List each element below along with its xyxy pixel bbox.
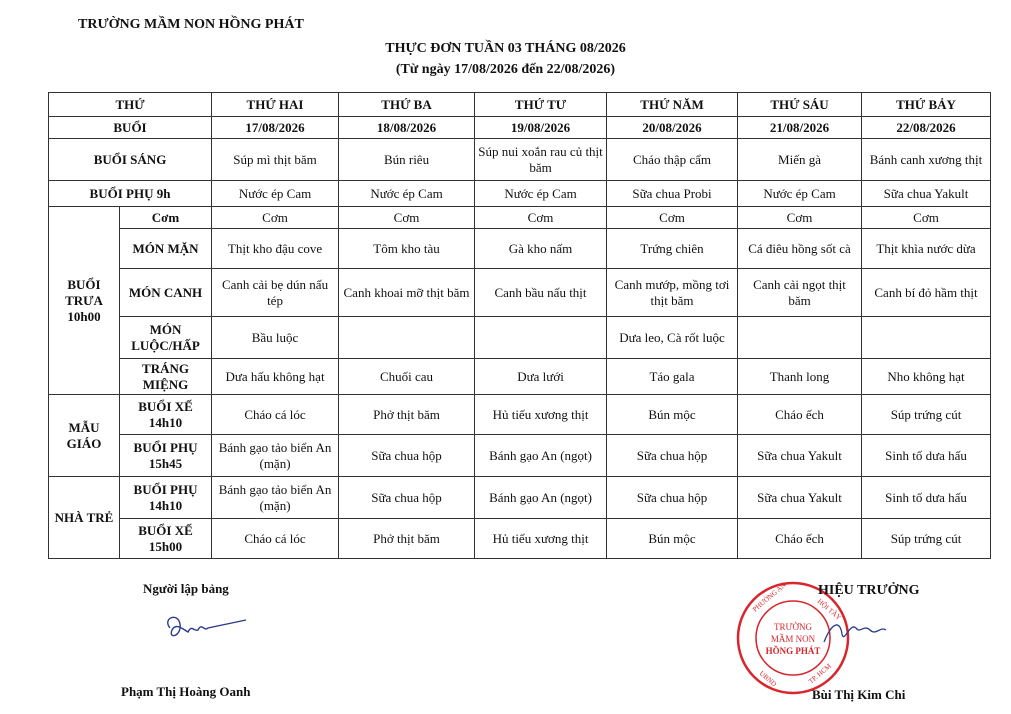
menu-cell: Cá điêu hồng sốt cà	[738, 229, 862, 269]
day-name: THỨ BẢY	[862, 93, 991, 117]
menu-cell: Cơm	[862, 207, 991, 229]
table-row	[49, 269, 991, 317]
menu-cell: Bánh gạo An (ngọt)	[475, 435, 607, 477]
menu-cell: Canh khoai mỡ thịt băm	[339, 269, 475, 317]
menu-cell	[738, 317, 862, 359]
menu-cell: Cháo ếch	[738, 519, 862, 559]
menu-cell: Tôm kho tàu	[339, 229, 475, 269]
svg-text:HỘI TÂY: HỘI TÂY	[815, 597, 843, 622]
principal-label: HIỆU TRƯỞNG	[818, 583, 920, 598]
table-row	[49, 519, 991, 559]
menu-cell: Dưa hấu không hạt	[212, 359, 339, 395]
menu-cell: Bánh gạo An (ngọt)	[475, 477, 607, 519]
menu-cell: Cơm	[738, 207, 862, 229]
menu-cell: Hủ tiếu xương thịt	[475, 395, 607, 435]
menu-cell: Cháo thập cẩm	[607, 139, 738, 181]
menu-cell: Súp trứng cút	[862, 395, 991, 435]
menu-cell: Nước ép Cam	[212, 181, 339, 207]
table-row	[49, 229, 991, 269]
menu-cell: Miến gà	[738, 139, 862, 181]
menu-cell: Bún mộc	[607, 395, 738, 435]
table-row	[49, 207, 991, 229]
menu-cell: Súp mì thịt băm	[212, 139, 339, 181]
day-name: THỨ TƯ	[475, 93, 607, 117]
dish-type-trang-mieng: TRÁNG MIỆNG	[120, 359, 212, 395]
menu-cell: Thịt khìa nước dừa	[862, 229, 991, 269]
preparer-signature	[160, 608, 250, 648]
table-row	[49, 435, 991, 477]
svg-text:PHƯỜNG AN: PHƯỜNG AN	[751, 581, 788, 614]
day-name: THỨ BA	[339, 93, 475, 117]
menu-cell: Súp trứng cút	[862, 519, 991, 559]
dish-type-luoc: MÓN LUỘC/HẤP	[120, 317, 212, 359]
group-label-nha-tre: NHÀ TRẺ	[49, 477, 120, 559]
menu-cell: Súp nui xoắn rau củ thịt băm	[475, 139, 607, 181]
day-date: 19/08/2026	[475, 117, 607, 139]
school-name: TRƯỜNG MẦM NON HỒNG PHÁT	[78, 17, 304, 32]
menu-cell	[862, 317, 991, 359]
svg-text:TP. HCM: TP. HCM	[807, 662, 833, 686]
menu-cell: Hủ tiếu xương thịt	[475, 519, 607, 559]
dish-type-com: Cơm	[120, 207, 212, 229]
menu-cell	[339, 317, 475, 359]
menu-cell: Canh cải ngọt thịt băm	[738, 269, 862, 317]
menu-cell: Phở thịt băm	[339, 395, 475, 435]
menu-cell: Sinh tố dưa hấu	[862, 435, 991, 477]
menu-cell: Bầu luộc	[212, 317, 339, 359]
table-row	[49, 317, 991, 359]
table-row	[49, 181, 991, 207]
menu-cell: Sữa chua hộp	[607, 477, 738, 519]
buoi-header: BUỔI	[49, 117, 212, 139]
menu-cell: Cơm	[475, 207, 607, 229]
day-name-row	[49, 93, 991, 117]
menu-cell: Sinh tố dưa hấu	[862, 477, 991, 519]
meal-label-trua: BUỔI TRƯA 10h00	[49, 207, 120, 395]
meal-label-sang: BUỔI SÁNG	[49, 139, 212, 181]
svg-text:TRƯỜNG: TRƯỜNG	[774, 622, 812, 632]
menu-cell: Sữa chua hộp	[607, 435, 738, 477]
menu-title: THỰC ĐƠN TUẦN 03 THÁNG 08/2026	[385, 41, 626, 56]
menu-cell: Nước ép Cam	[339, 181, 475, 207]
table-row	[49, 477, 991, 519]
menu-cell: Bánh gạo tảo biển An (mặn)	[212, 435, 339, 477]
menu-cell: Gà kho nấm	[475, 229, 607, 269]
menu-cell: Bánh canh xương thịt	[862, 139, 991, 181]
table-row	[49, 139, 991, 181]
date-row	[49, 117, 991, 139]
menu-cell: Bún mộc	[607, 519, 738, 559]
menu-cell: Nước ép Cam	[738, 181, 862, 207]
day-name: THỨ HAI	[212, 93, 339, 117]
session-label: BUỔI XẾ 14h10	[120, 395, 212, 435]
menu-cell: Thịt kho đậu cove	[212, 229, 339, 269]
menu-cell: Canh cải bẹ dún nấu tép	[212, 269, 339, 317]
session-label: BUỔI XẾ 15h00	[120, 519, 212, 559]
menu-cell: Bánh gạo tảo biển An (mặn)	[212, 477, 339, 519]
weekly-menu-table	[48, 92, 991, 559]
menu-cell: Trứng chiên	[607, 229, 738, 269]
menu-cell: Sữa chua hộp	[339, 477, 475, 519]
menu-cell: Nho không hạt	[862, 359, 991, 395]
menu-date-range: (Từ ngày 17/08/2026 đến 22/08/2026)	[395, 62, 616, 77]
menu-cell	[475, 317, 607, 359]
menu-cell: Nước ép Cam	[475, 181, 607, 207]
menu-cell: Cơm	[212, 207, 339, 229]
meal-label-phu9: BUỔI PHỤ 9h	[49, 181, 212, 207]
menu-cell: Canh bầu nấu thịt	[475, 269, 607, 317]
dish-type-man: MÓN MẶN	[120, 229, 212, 269]
principal-signature	[820, 612, 890, 652]
principal-name: Bùi Thị Kim Chi	[812, 687, 906, 702]
menu-cell: Bún riêu	[339, 139, 475, 181]
menu-cell: Chuối cau	[339, 359, 475, 395]
menu-cell: Sữa chua Yakult	[862, 181, 991, 207]
menu-cell: Dưa lưới	[475, 359, 607, 395]
table-row	[49, 359, 991, 395]
svg-text:MẦM NON: MẦM NON	[770, 634, 816, 644]
menu-cell: Dưa leo, Cà rốt luộc	[607, 317, 738, 359]
menu-cell: Canh mướp, mồng tơi thịt băm	[607, 269, 738, 317]
menu-cell: Canh bí đỏ hầm thịt	[862, 269, 991, 317]
menu-cell: Sữa chua Probi	[607, 181, 738, 207]
dish-type-canh: MÓN CANH	[120, 269, 212, 317]
day-date: 18/08/2026	[339, 117, 475, 139]
table-row	[49, 395, 991, 435]
menu-cell: Cháo ếch	[738, 395, 862, 435]
group-label-mau-giao: MẪU GIÁO	[49, 395, 120, 477]
menu-cell: Cơm	[607, 207, 738, 229]
menu-cell: Cơm	[339, 207, 475, 229]
day-date: 22/08/2026	[862, 117, 991, 139]
menu-cell: Cháo cá lóc	[212, 395, 339, 435]
day-date: 21/08/2026	[738, 117, 862, 139]
menu-cell: Sữa chua Yakult	[738, 435, 862, 477]
menu-cell: Sữa chua hộp	[339, 435, 475, 477]
svg-text:UBND: UBND	[757, 669, 779, 689]
session-label: BUỔI PHỤ 15h45	[120, 435, 212, 477]
day-name: THỨ SÁU	[738, 93, 862, 117]
menu-cell: Phở thịt băm	[339, 519, 475, 559]
preparer-name: Phạm Thị Hoàng Oanh	[121, 684, 251, 699]
svg-text:HỒNG PHÁT: HỒNG PHÁT	[765, 646, 821, 656]
menu-cell: Sữa chua Yakult	[738, 477, 862, 519]
thu-header: THỨ	[49, 93, 212, 117]
day-name: THỨ NĂM	[607, 93, 738, 117]
menu-cell: Thanh long	[738, 359, 862, 395]
menu-cell: Táo gala	[607, 359, 738, 395]
day-date: 20/08/2026	[607, 117, 738, 139]
menu-cell: Cháo cá lóc	[212, 519, 339, 559]
day-date: 17/08/2026	[212, 117, 339, 139]
preparer-label: Người lập bảng	[143, 581, 229, 596]
session-label: BUỔI PHỤ 14h10	[120, 477, 212, 519]
